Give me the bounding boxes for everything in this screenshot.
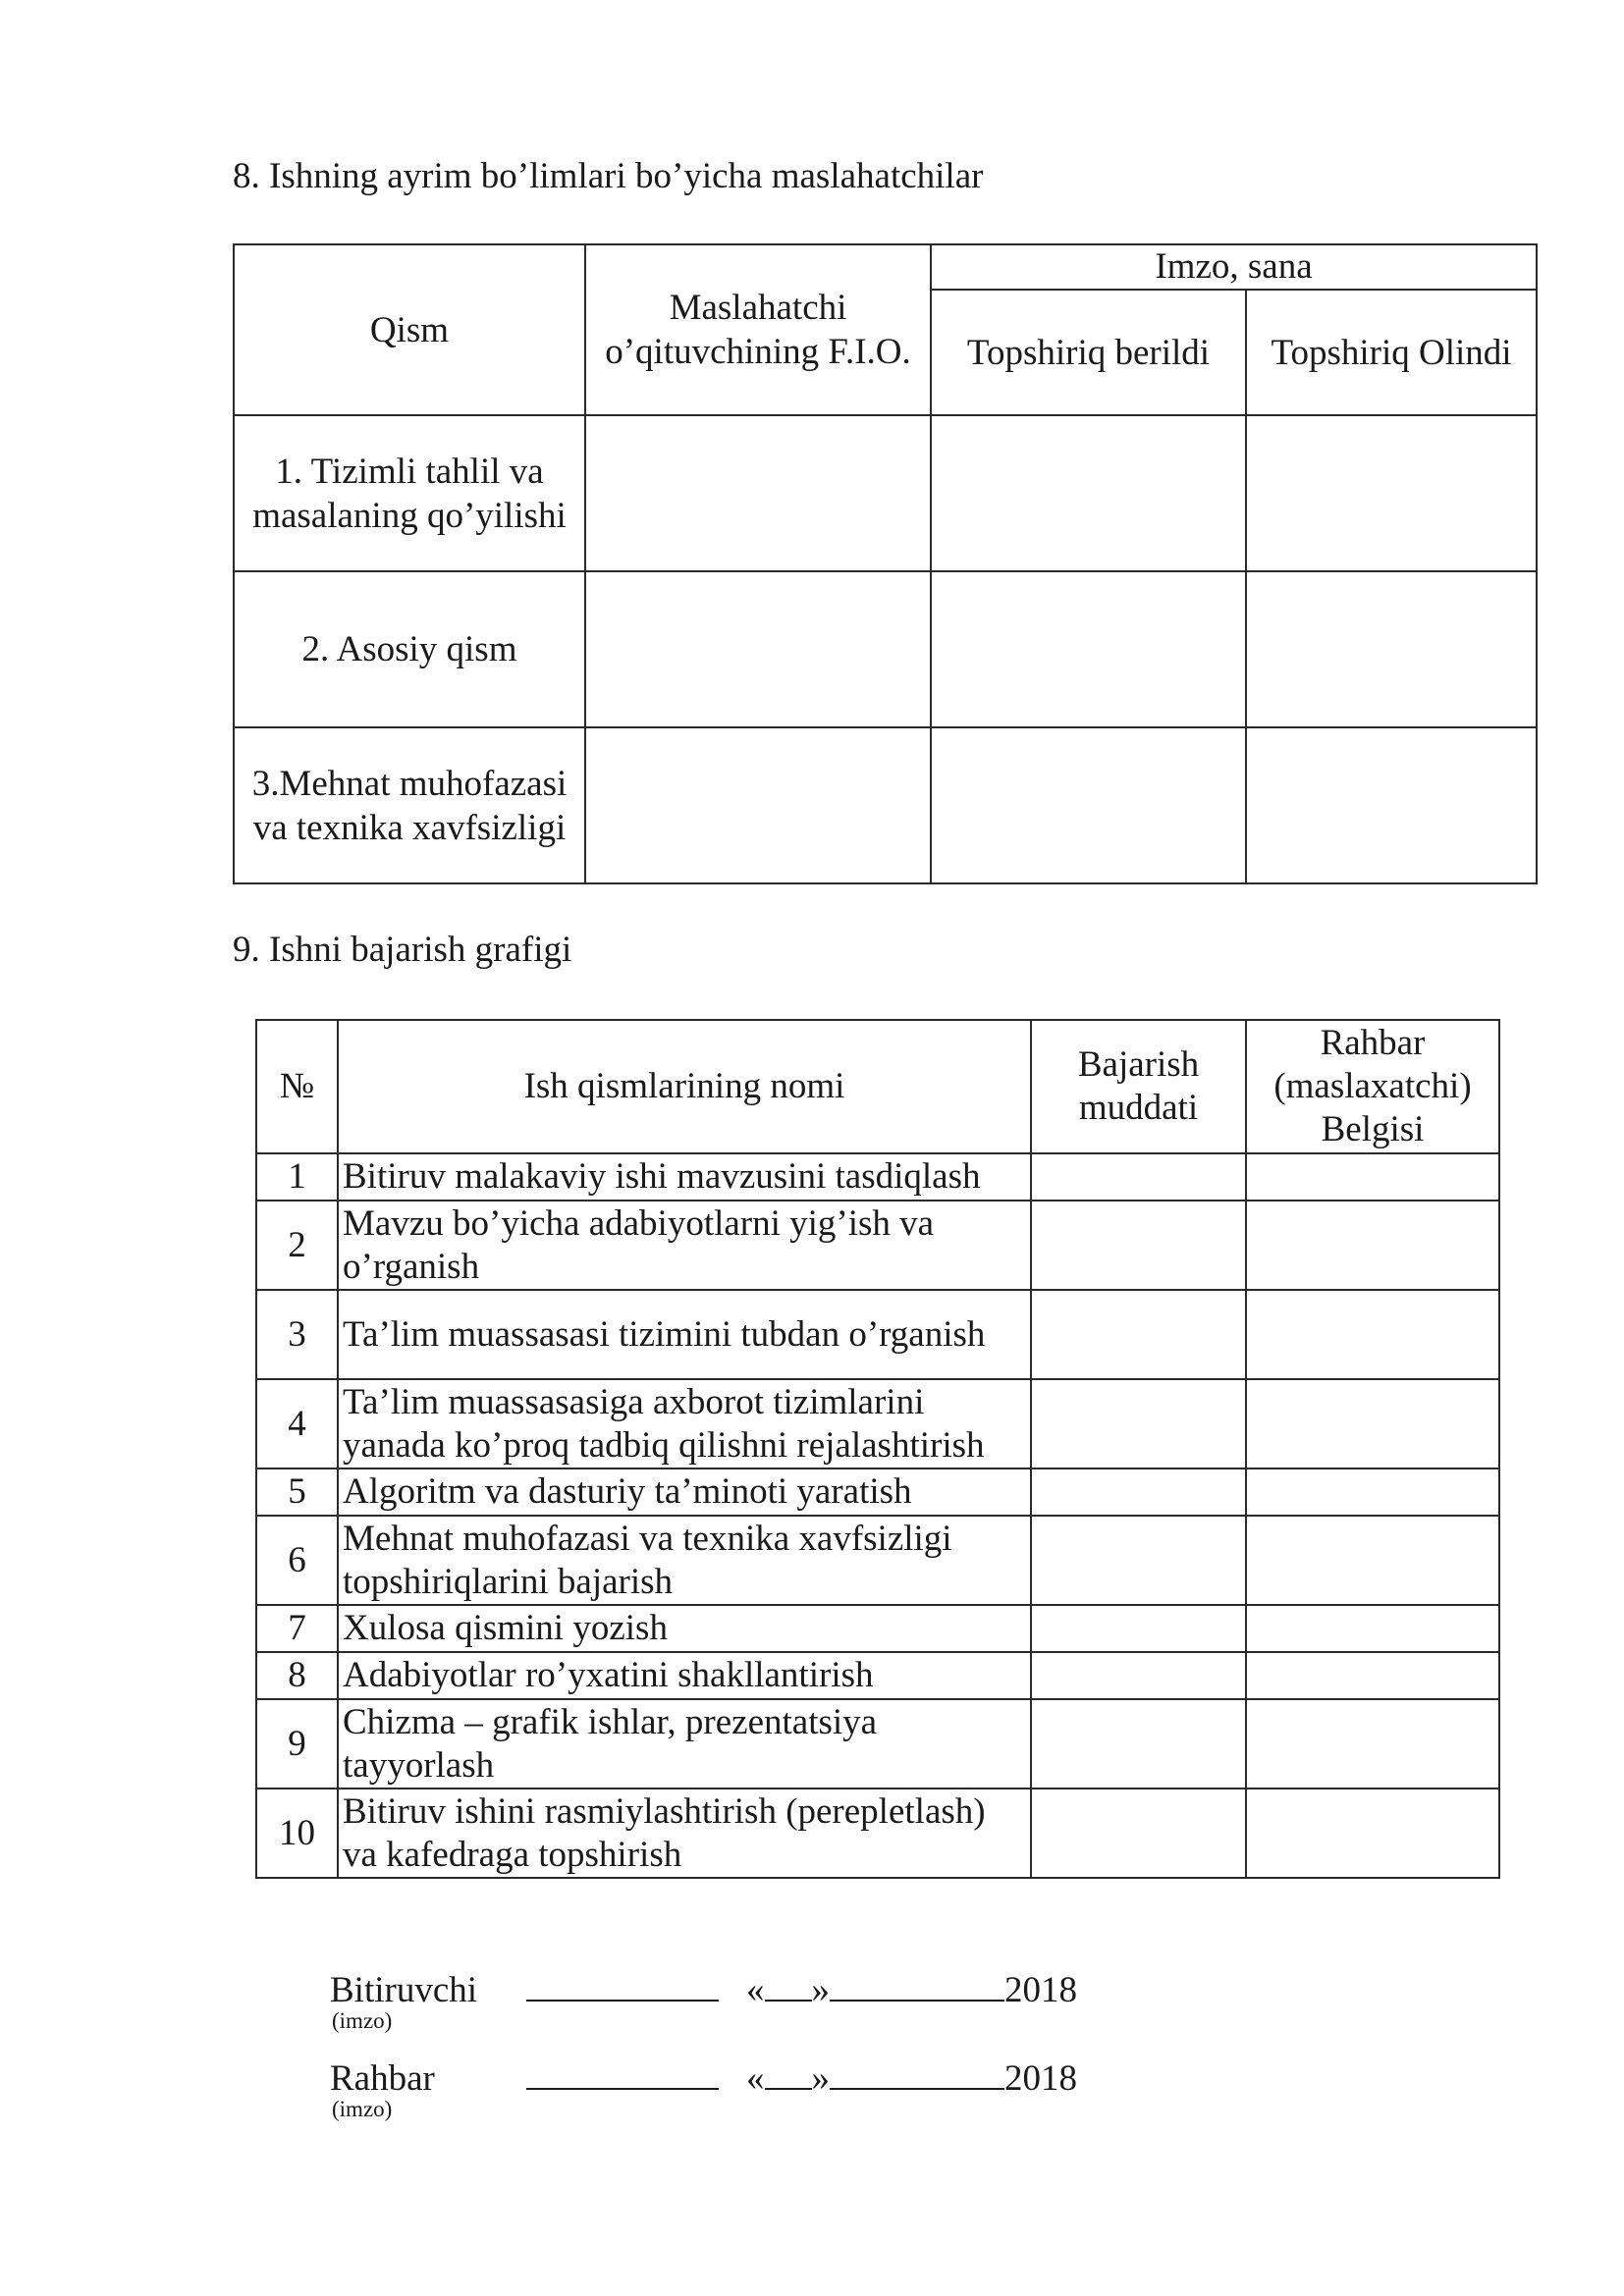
part-cell: 2. Asosiy qism xyxy=(234,571,585,727)
received-cell[interactable] xyxy=(1246,571,1537,727)
supervisor-signature-line xyxy=(330,2058,1077,2099)
table-row xyxy=(256,1379,1499,1468)
supervisor-sign-hint: (imzo) xyxy=(332,2097,393,2121)
section-8-heading: 8. Ishning ayrim bo’limlari bo’yicha maslahatchilar xyxy=(233,156,984,196)
part-cell: 3.Mehnat muhofazasi va texnika xavfsizligi xyxy=(234,727,585,883)
deadline-cell[interactable] xyxy=(1031,1379,1246,1468)
received-cell[interactable] xyxy=(1246,415,1537,571)
advisor-cell[interactable] xyxy=(585,415,931,571)
table-row xyxy=(256,1605,1499,1652)
sign-cell[interactable] xyxy=(1246,1290,1499,1379)
quote-close: » xyxy=(811,2058,830,2099)
col-header-supervisor-sign: Rahbar (maslaxatchi) Belgisi xyxy=(1246,1020,1499,1153)
given-cell[interactable] xyxy=(931,727,1246,883)
col-header-number: № xyxy=(256,1020,338,1153)
task-name: Bitiruv ishini rasmiylashtirish (perepletlash) va kafedraga topshirish xyxy=(338,1789,1031,1878)
deadline-cell[interactable] xyxy=(1031,1153,1246,1201)
task-name: Mavzu bo’yicha adabiyotlarni yig’ish va o’rganish xyxy=(338,1201,1031,1290)
row-number: 6 xyxy=(256,1516,338,1605)
row-number: 10 xyxy=(256,1789,338,1878)
table-row xyxy=(256,1201,1499,1290)
sign-cell[interactable] xyxy=(1246,1699,1499,1789)
given-cell[interactable] xyxy=(931,415,1246,571)
section-9-heading: 9. Ishni bajarish grafigi xyxy=(233,930,572,970)
given-cell[interactable] xyxy=(931,571,1246,727)
part-cell: 1. Tizimli tahlil va masalaning qo’yilishi xyxy=(234,415,585,571)
col-header-qism: Qism xyxy=(234,244,585,415)
schedule-table xyxy=(255,1019,1500,1879)
supervisor-date xyxy=(746,2058,1077,2099)
quote-close: » xyxy=(811,1970,830,2010)
sign-cell[interactable] xyxy=(1246,1789,1499,1878)
task-name: Mehnat muhofazasi va texnika xavfsizligi topshiriqlarini bajarish xyxy=(338,1516,1031,1605)
task-name: Adabiyotlar ro’yxatini shakllantirish xyxy=(338,1652,1031,1699)
task-name: Ta’lim muassasasi tizimini tubdan o’rganish xyxy=(338,1290,1031,1379)
col-header-task-received: Topshiriq Olindi xyxy=(1246,290,1537,415)
quote-open: « xyxy=(746,2058,765,2099)
col-header-advisor: Maslahatchi o’qituvchining F.I.O. xyxy=(585,244,931,415)
row-number: 8 xyxy=(256,1652,338,1699)
task-name: Chizma – grafik ishlar, prezentatsiya tayyorlash xyxy=(338,1699,1031,1789)
table-row xyxy=(256,1468,1499,1516)
row-number: 4 xyxy=(256,1379,338,1468)
deadline-cell[interactable] xyxy=(1031,1290,1246,1379)
day-field[interactable] xyxy=(765,2058,812,2090)
row-number: 5 xyxy=(256,1468,338,1516)
supervisor-label: Rahbar xyxy=(330,2058,435,2099)
month-field[interactable] xyxy=(830,2058,1004,2090)
sign-cell[interactable] xyxy=(1246,1652,1499,1699)
graduate-date xyxy=(746,1970,1077,2010)
col-header-task-name: Ish qismlarining nomi xyxy=(338,1020,1031,1153)
table-row xyxy=(256,1699,1499,1789)
row-number: 7 xyxy=(256,1605,338,1652)
task-name: Algoritm va dasturiy ta’minoti yaratish xyxy=(338,1468,1031,1516)
month-field[interactable] xyxy=(830,1970,1004,2002)
table-row xyxy=(256,1789,1499,1878)
graduate-sign-hint: (imzo) xyxy=(332,2008,393,2033)
deadline-cell[interactable] xyxy=(1031,1516,1246,1605)
year: 2018 xyxy=(1004,2058,1077,2099)
graduate-signature-field[interactable] xyxy=(526,1970,719,2002)
table-row xyxy=(256,1516,1499,1605)
graduate-label: Bitiruvchi xyxy=(330,1970,478,2010)
graduate-signature-line xyxy=(330,1970,1077,2010)
year: 2018 xyxy=(1004,1970,1077,2010)
day-field[interactable] xyxy=(765,1970,812,2002)
deadline-cell[interactable] xyxy=(1031,1652,1246,1699)
table-row xyxy=(256,1652,1499,1699)
advisors-table xyxy=(233,243,1538,884)
task-name: Xulosa qismini yozish xyxy=(338,1605,1031,1652)
row-number: 3 xyxy=(256,1290,338,1379)
sign-cell[interactable] xyxy=(1246,1605,1499,1652)
quote-open: « xyxy=(746,1970,765,2010)
task-name: Ta’lim muassasasiga axborot tizimlarini yanada ko’proq tadbiq qilishni rejalashtirish xyxy=(338,1379,1031,1468)
sign-cell[interactable] xyxy=(1246,1516,1499,1605)
received-cell[interactable] xyxy=(1246,727,1537,883)
deadline-cell[interactable] xyxy=(1031,1789,1246,1878)
advisor-cell[interactable] xyxy=(585,727,931,883)
sign-cell[interactable] xyxy=(1246,1468,1499,1516)
supervisor-signature-field[interactable] xyxy=(526,2058,719,2090)
col-header-deadline: Bajarish muddati xyxy=(1031,1020,1246,1153)
row-number: 1 xyxy=(256,1153,338,1201)
row-number: 9 xyxy=(256,1699,338,1789)
advisor-cell[interactable] xyxy=(585,571,931,727)
deadline-cell[interactable] xyxy=(1031,1605,1246,1652)
deadline-cell[interactable] xyxy=(1031,1468,1246,1516)
table-row xyxy=(256,1290,1499,1379)
table-row xyxy=(256,1153,1499,1201)
col-header-signature-date: Imzo, sana xyxy=(931,244,1537,290)
col-header-task-given: Topshiriq berildi xyxy=(931,290,1246,415)
row-number: 2 xyxy=(256,1201,338,1290)
deadline-cell[interactable] xyxy=(1031,1699,1246,1789)
task-name: Bitiruv malakaviy ishi mavzusini tasdiqlash xyxy=(338,1153,1031,1201)
sign-cell[interactable] xyxy=(1246,1153,1499,1201)
sign-cell[interactable] xyxy=(1246,1201,1499,1290)
deadline-cell[interactable] xyxy=(1031,1201,1246,1290)
sign-cell[interactable] xyxy=(1246,1379,1499,1468)
